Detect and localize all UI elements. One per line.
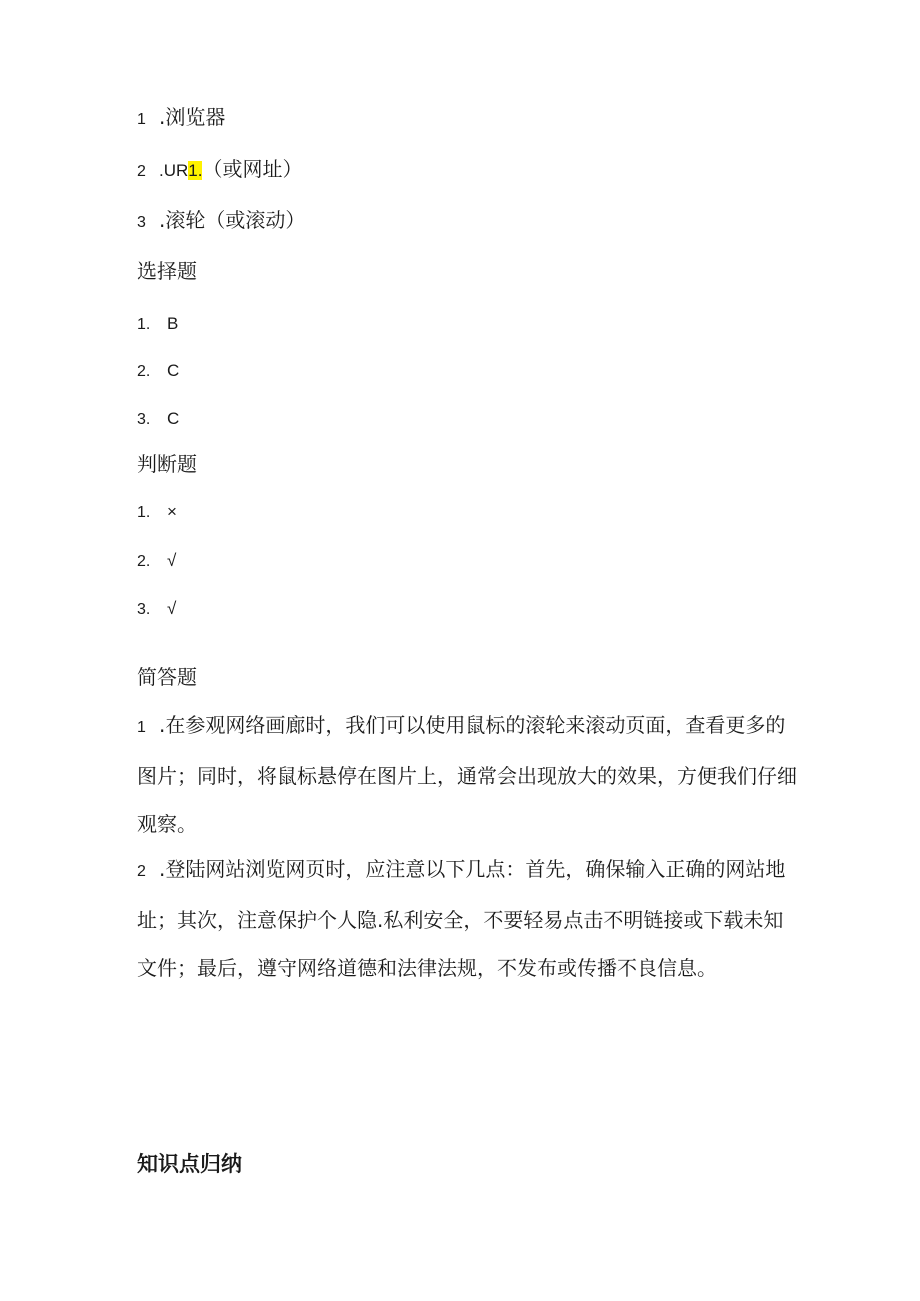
item-number: 3 (137, 214, 146, 231)
choice-item-2 (137, 355, 179, 386)
item-number: 1 (137, 111, 146, 128)
judge-answer: √ (167, 599, 177, 618)
item-text: .滚轮（或滚动） (159, 208, 306, 232)
highlighted-text: 1. (188, 161, 203, 180)
item-number: 2. (137, 363, 151, 380)
item-text-suffix: （或网址） (202, 157, 303, 181)
choice-item-3 (137, 403, 179, 434)
choice-item-1 (137, 308, 178, 339)
short-answer-item-2 (137, 845, 797, 992)
choice-section-title: 选择题 (137, 259, 197, 283)
choice-answer: C (167, 409, 180, 428)
choice-answer: C (167, 361, 180, 380)
item-text-prefix: .UR (159, 161, 189, 180)
fill-blank-item-3 (137, 206, 305, 237)
fill-blank-item-1 (137, 103, 225, 134)
knowledge-summary-title: 知识点归纳 (137, 1152, 242, 1176)
item-number: 3. (137, 601, 151, 618)
item-number: 2 (137, 863, 146, 880)
choice-answer: B (167, 314, 179, 333)
judge-item-1 (137, 496, 177, 527)
judge-item-3 (137, 593, 176, 624)
item-number: 2 (137, 163, 146, 180)
fill-blank-item-2 (137, 155, 302, 186)
item-number: 3. (137, 411, 151, 428)
judge-answer: × (167, 502, 177, 521)
item-number: 1. (137, 504, 151, 521)
judge-section-title: 判断题 (137, 452, 197, 476)
judge-item-2 (137, 545, 176, 576)
item-text: .在参观网络画廊时，我们可以使用鼠标的滚轮来滚动页面，查看更多的图片；同时，将鼠标悬停在图片上，通常会出现放大的效果，方便我们仔细观察。 (137, 713, 797, 836)
item-text: .浏览器 (159, 105, 226, 129)
item-number: 1 (137, 719, 146, 736)
judge-answer: √ (167, 551, 177, 570)
short-answer-item-1 (137, 701, 797, 848)
short-answer-section-title: 简答题 (137, 665, 197, 689)
item-number: 2. (137, 553, 151, 570)
item-text: .登陆网站浏览网页时，应注意以下几点：首先，确保输入正确的网站地址；其次，注意保护个人隐.私利安全，不要轻易点击不明链接或下载未知文件；最后，遵守网络道德和法律法规，不发布或传播不良信息。 (137, 857, 786, 980)
item-number: 1. (137, 316, 151, 333)
